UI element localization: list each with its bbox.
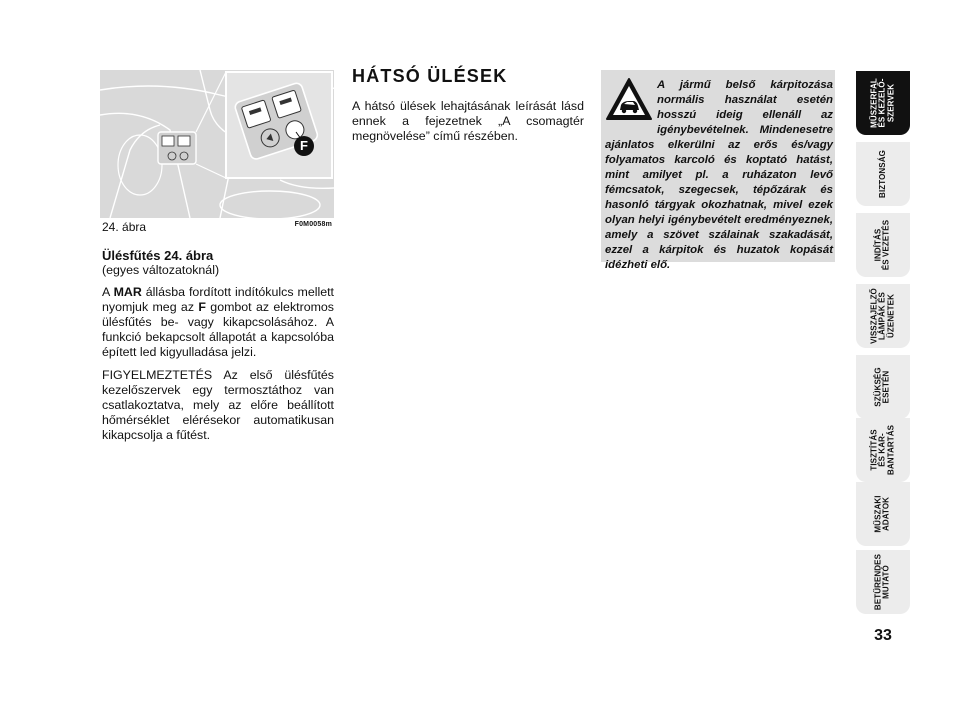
- tab-starting-driving[interactable]: [856, 213, 910, 277]
- seat-heating-heading: Ülésfűtés 24. ábra: [102, 248, 214, 263]
- tab-label: MŰSZERFAL ÉS KEZELŐ- SZERVEK: [869, 78, 896, 128]
- seat-heating-subheading: (egyes változatoknál): [102, 263, 220, 277]
- figure-caption-row: [100, 218, 334, 234]
- seat-heating-paragraph: [102, 285, 334, 360]
- tab-label: INDÍTÁS ÉS VEZETÉS: [873, 219, 891, 271]
- tab-label: TISZTÍTÁS ÉS KAR- BANTARTÁS: [869, 424, 896, 476]
- tab-cleaning-maintenance[interactable]: [856, 418, 910, 482]
- callout-f-badge: [294, 136, 314, 156]
- tab-label: VISSZAJELZŐ LÁMPÁK ÉS ÜZENETEK: [869, 288, 896, 344]
- warning-note-paragraph: FIGYELMEZTETÉS Az első ülésfűtés kezelőszervek egy termosztáthoz van csatlakoztatva, mely az előre beállított hőmérséklet elérésekor automatikusan kikapcsolja a fűtést.: [102, 368, 334, 442]
- tab-index[interactable]: [856, 550, 910, 614]
- tab-emergency[interactable]: [856, 355, 910, 419]
- tab-label: BETŰRENDES MUTATÓ: [873, 553, 891, 611]
- para1-bold-f: F: [198, 300, 206, 314]
- para1-prefix: A: [102, 285, 114, 299]
- tab-label: SZÜKSÉG ESETÉN: [873, 367, 891, 407]
- callout-letter: F: [300, 138, 308, 153]
- seat-heating-figure: [100, 70, 334, 218]
- warning-box: [601, 70, 835, 271]
- warning-text: A jármű belső kárpitozása normális használat esetén hosszú ideig ellenáll az igénybevételnek. Mindenesetre ajánlatos elkerülni az erős és/vagy folyamatos karcoló és koptató hatást, mint amilyet pl. a ruházaton levő fémcsatok, szegecsek, tépőzárak és hasonló tárgyak okozhatnak, mivel ezek olyan helyi igénybevételt eredményeznek, amely a szövet szálainak szakadását, ezzel a kárpitok és huzatok kopását idézheti elő.: [605, 79, 833, 271]
- tab-instrument-panel[interactable]: [856, 71, 910, 135]
- figure-caption: 24. ábra: [102, 220, 147, 234]
- tab-warning-lights[interactable]: [856, 284, 910, 348]
- tab-technical-data[interactable]: [856, 482, 910, 546]
- para1-suffix: gombot az elektromos ülésfűtés be- vagy kikapcsolásához. A funkció bekapcsolt állapotát a kapcsolóba épített led kigyulladása jelzi.: [102, 300, 335, 359]
- tab-label: MŰSZAKI ADATOK: [873, 495, 891, 533]
- tab-label: BIZTONSÁG: [877, 150, 887, 198]
- section-title: HÁTSÓ ÜLÉSEK: [352, 66, 508, 86]
- page-number: 33: [874, 627, 892, 644]
- warning-text-block: [605, 78, 833, 273]
- figure-code: F0M0058m: [294, 221, 332, 228]
- tab-safety[interactable]: [856, 142, 910, 206]
- left-column: [102, 248, 334, 451]
- para1-mid: állásba fordított indítókulcs mellett nyomjuk meg az: [102, 285, 334, 314]
- para1-bold-mar: MAR: [113, 285, 142, 299]
- rear-seats-text: A hátsó ülések lehajtásának leírását lásd ennek a fejezetnek „A csomagtér megnövelése” című részében.: [352, 99, 584, 143]
